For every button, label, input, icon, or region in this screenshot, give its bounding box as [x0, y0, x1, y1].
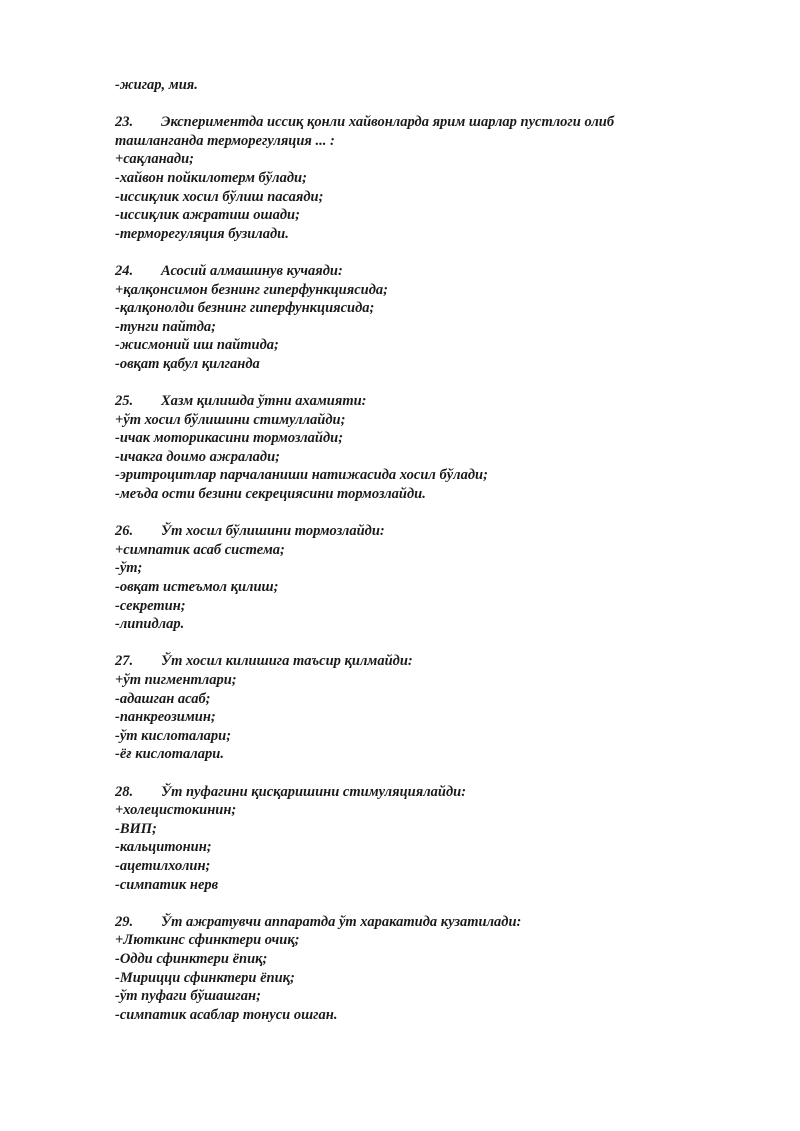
answer-option: -ўт кислоталари;	[115, 727, 232, 744]
question-text-continued: ташланганда терморегуляция ... :	[115, 132, 335, 149]
answer-option: -ўт пуфаги бўшашган;	[115, 988, 261, 1005]
answer-option: -ацетилхолин;	[115, 857, 211, 874]
answer-option: +Люткинс сфинктери очиқ;	[115, 932, 300, 949]
question-text: Ўт пуфагини қисқаришини стимуляциялайди:	[161, 783, 467, 800]
question-number: 26.	[115, 523, 134, 540]
answer-option: -секретин;	[115, 597, 186, 614]
question-text: Ўт хосил килишига таъсир қилмайди:	[161, 653, 413, 670]
answer-option: -панкреозимин;	[115, 709, 216, 726]
intro-line: -жигар, мия.	[115, 77, 198, 93]
answer-option: -кальцитонин;	[115, 839, 212, 856]
question-number: 28.	[115, 783, 134, 800]
answer-option: -симпатик асаблар тонуси ошган.	[115, 1006, 338, 1023]
question-number: 29.	[115, 913, 134, 930]
question-heading	[115, 652, 720, 671]
question-24	[115, 262, 720, 374]
answer-option: -Мирицци сфинктери ёпиқ;	[115, 969, 295, 986]
question-27	[115, 652, 720, 764]
answer-option: -жисмоний иш пайтида;	[115, 337, 279, 354]
answer-option: +сақланади;	[115, 151, 194, 168]
answer-option: -ўт;	[115, 560, 143, 577]
answer-option: -қалқонолди безнинг гиперфункциясида;	[115, 300, 375, 317]
question-text: Ўт ажратувчи аппаратда ўт харакатида кузатилади:	[161, 913, 522, 930]
answer-option: -ВИП;	[115, 820, 157, 837]
answer-option: +қалқонсимон безнинг гиперфункциясида;	[115, 281, 388, 298]
question-heading	[115, 522, 720, 541]
question-heading	[115, 262, 720, 281]
answer-option: -Одди сфинктери ёпиқ;	[115, 950, 268, 967]
question-text: Асосий алмашинув кучаяди:	[161, 262, 343, 279]
question-23	[115, 113, 720, 243]
answer-option: -ичак моторикасини тормозлайди;	[115, 430, 344, 447]
answer-option: -иссиқлик хосил бўлиш пасаяди;	[115, 188, 324, 205]
question-text: Хазм қилишда ўтни ахамияти:	[161, 393, 367, 410]
answer-option: +холецистокинин;	[115, 802, 237, 819]
question-25	[115, 392, 720, 504]
question-heading	[115, 392, 720, 411]
question-26	[115, 522, 720, 634]
question-heading	[115, 783, 720, 802]
answer-option: -эритроцитлар парчаланиши натижасида хосил бўлади;	[115, 467, 488, 484]
question-text: Экспериментда иссиқ қонли хайвонларда ярим шарлар пустлоги олиб	[161, 114, 615, 131]
answer-option: -адашган асаб;	[115, 690, 211, 707]
question-heading	[115, 113, 720, 132]
answer-option: -ёғ кислоталари.	[115, 746, 224, 763]
answer-option: -тунги пайтда;	[115, 318, 217, 335]
answer-option: -овқат қабул қилганда	[115, 355, 260, 372]
question-number: 24.	[115, 262, 134, 279]
question-heading	[115, 913, 720, 932]
answer-option: -липидлар.	[115, 616, 185, 633]
answer-option: -терморегуляция бузилади.	[115, 225, 289, 242]
question-number: 23.	[115, 114, 134, 131]
answer-option: +симпатик асаб система;	[115, 541, 285, 558]
question-text: Ўт хосил бўлишини тормозлайди:	[161, 523, 385, 540]
answer-option: +ўт хосил бўлишини стимуллайди;	[115, 411, 346, 428]
answer-option: -хайвон пойкилотерм бўлади;	[115, 169, 307, 186]
answer-option: -овқат истеъмол қилиш;	[115, 579, 279, 596]
question-29	[115, 913, 720, 1025]
answer-option: +ўт пигментлари;	[115, 672, 237, 688]
answer-option: -иссиқлик ажратиш ошади;	[115, 207, 300, 224]
answer-option: -симпатик нерв	[115, 876, 219, 893]
answer-option: -ичакга доимо ажралади;	[115, 448, 280, 465]
answer-option: -меъда ости безини секрециясини тормозлайди.	[115, 486, 426, 503]
question-number: 27.	[115, 653, 134, 670]
question-number: 25.	[115, 393, 134, 410]
question-28	[115, 783, 720, 895]
